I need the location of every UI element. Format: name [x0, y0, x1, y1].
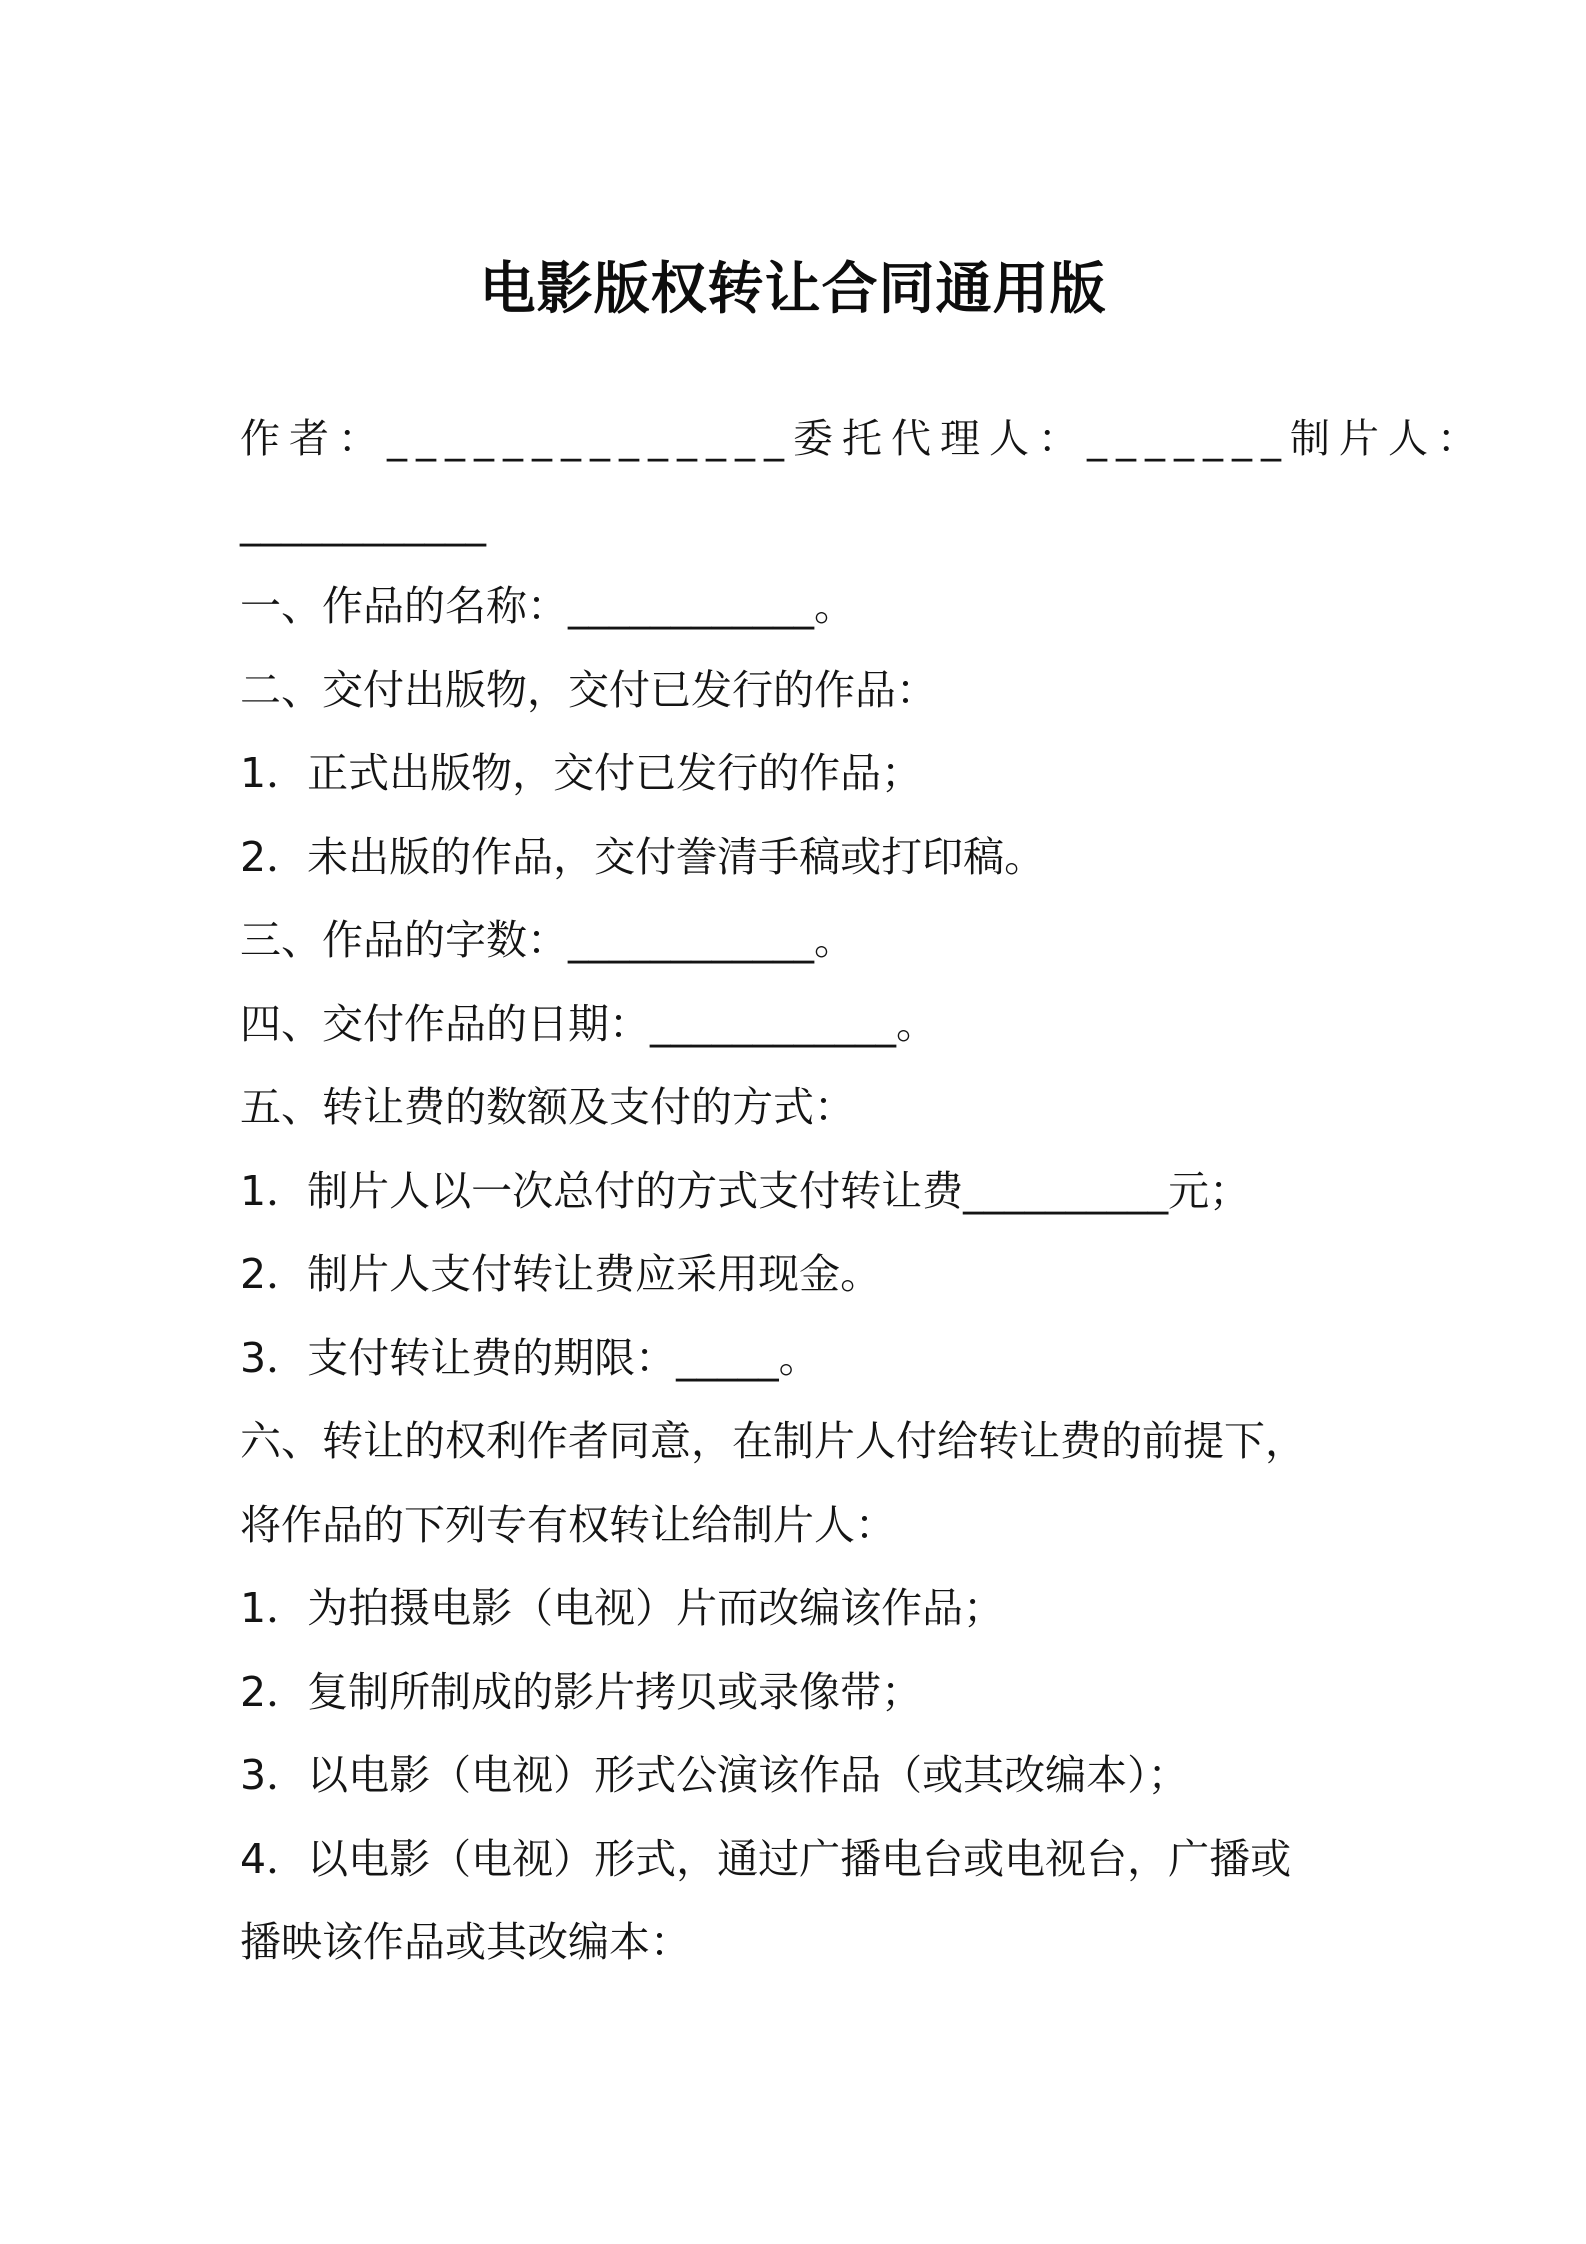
clause-5-fee: 五、转让费的数额及支付的方式： [240, 1083, 855, 1131]
clause-2-item-2: 2．未出版的作品，交付誊清手稿或打印稿。 [240, 832, 1046, 881]
clause-2-delivery: 二、交付出版物，交付已发行的作品： [240, 665, 937, 714]
parties-line-continued: ____________ [240, 498, 486, 547]
clause-3-word-count: 三、作品的字数：____________。 [240, 916, 855, 964]
parties-line: 作者：______________委托代理人：_______制片人： [240, 416, 1486, 462]
clause-6-rights-continued: 将作品的下列专有权转让给制片人： [240, 1500, 896, 1549]
clause-2-item-1: 1．正式出版物，交付已发行的作品； [240, 749, 923, 797]
clause-6-item-1: 1．为拍摄电影（电视）片而改编该作品； [240, 1584, 1005, 1632]
clause-5-item-2: 2．制片人支付转让费应采用现金。 [240, 1250, 882, 1298]
clause-5-item-1: 1．制片人以一次总付的方式支付转让费__________元； [240, 1166, 1251, 1215]
document-body [240, 398, 1486, 1985]
clause-6-item-2: 2．复制所制成的影片拷贝或录像带； [240, 1667, 923, 1716]
clause-6-item-4: 4．以电影（电视）形式，通过广播电台或电视台，广播或 [240, 1834, 1292, 1883]
clause-1-work-name: 一、作品的名称：____________。 [240, 582, 855, 630]
clause-5-item-3: 3．支付转让费的期限：_____。 [240, 1333, 820, 1382]
clause-6-item-3: 3．以电影（电视）形式公演该作品（或其改编本）； [240, 1751, 1189, 1799]
document-title: 电影版权转让合同通用版 [479, 257, 1107, 322]
clause-4-delivery-date: 四、交付作品的日期：____________。 [240, 999, 937, 1048]
clause-6-rights: 六、转让的权利作者同意，在制片人付给转让费的前提下， [240, 1417, 1306, 1465]
clause-6-item-4-continued: 播映该作品或其改编本： [240, 1918, 691, 1966]
